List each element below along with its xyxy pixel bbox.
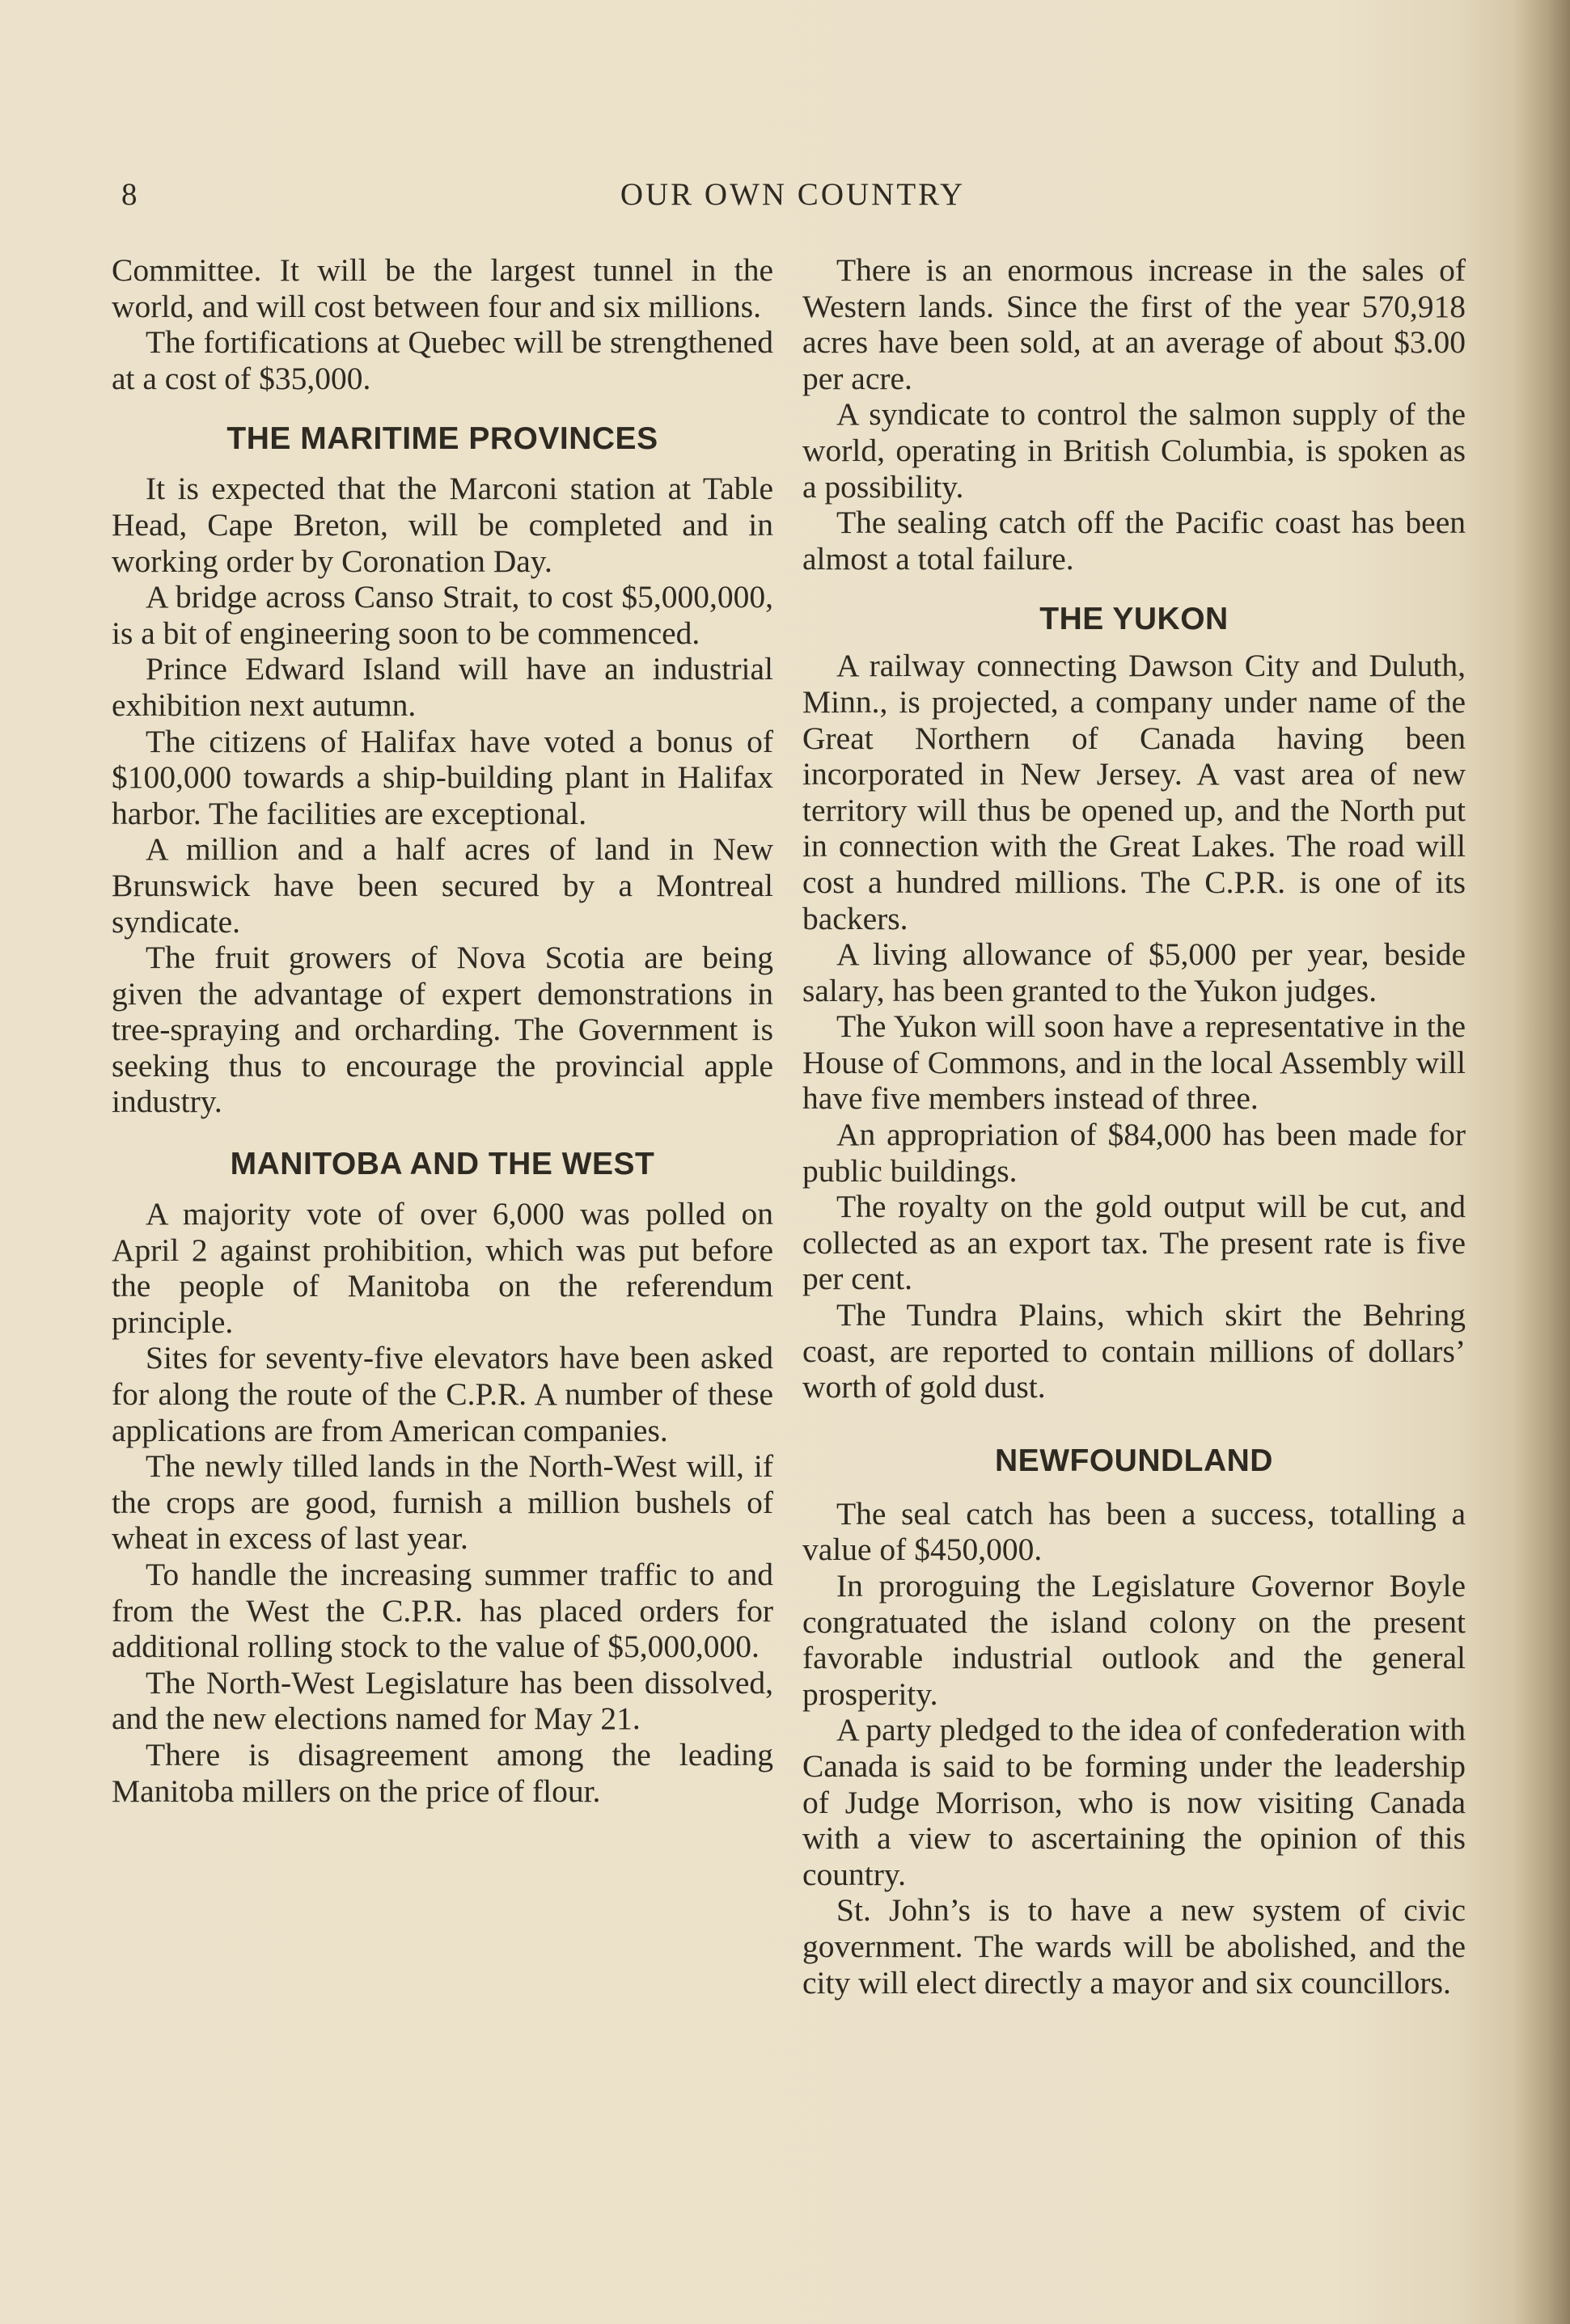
paragraph: There is an enormous increase in the sales of Western lands. Since the first of the year 570,918 acres have been sold, at an average of about $3.00 per acre. <box>802 252 1466 396</box>
paragraph: The North-West Legislature has been dissolved, and the new elections named for May 21. <box>112 1664 773 1737</box>
paragraph: A syndicate to control the salmon supply of the world, operating in British Columbia, is spoken as a possibility. <box>802 396 1466 505</box>
paragraph: It is expected that the Marconi station at Table Head, Cape Breton, will be completed and in working order by Coronation Day. <box>112 471 773 579</box>
paragraph: The citizens of Halifax have voted a bonus of $100,000 towards a ship-building plant in Halifax harbor. The facilities are exceptional. <box>112 723 773 831</box>
paragraph: Sites for seventy-five elevators have been asked for along the route of the C.P.R. A number of these applications are from American companies. <box>112 1340 773 1448</box>
paragraph: A majority vote of over 6,000 was polled on April 2 against prohibition, which was put before the people of Manitoba on the referendum principle. <box>112 1196 773 1340</box>
paragraph: Prince Edward Island will have an industrial exhibition next autumn. <box>112 651 773 723</box>
paragraph: The seal catch has been a success, totalling a value of $450,000. <box>802 1495 1466 1568</box>
paragraph: The fruit growers of Nova Scotia are being given the advantage of expert demonstrations in tree-spraying and orcharding. The Government is seeking thus to encourage the provincial apple industry. <box>112 940 773 1120</box>
page-number: 8 <box>121 177 139 212</box>
section-heading-maritime-provinces: THE MARITIME PROVINCES <box>226 421 658 457</box>
paragraph: There is disagreement among the leading Manitoba millers on the price of flour. <box>112 1736 773 1809</box>
running-title: OUR OWN COUNTRY <box>620 177 966 212</box>
paragraph: A million and a half acres of land in New Brunswick have been secured by a Montreal syndicate. <box>112 831 773 940</box>
paragraph: The sealing catch off the Pacific coast has been almost a total failure. <box>802 505 1466 577</box>
paragraph: To handle the increasing summer traffic to and from the West the C.P.R. has placed orders for additional rolling stock to the value of $5,000,000. <box>112 1557 773 1665</box>
paragraph: The fortifications at Quebec will be strengthened at a cost of $35,000. <box>112 324 773 396</box>
page-spine-shadow <box>1513 0 1570 2324</box>
paragraph: A bridge across Canso Strait, to cost $5,000,000, is a bit of engineering soon to be commenced. <box>112 579 773 651</box>
section-heading-manitoba-and-the-west: MANITOBA AND THE WEST <box>230 1147 655 1182</box>
paragraph: A railway connecting Dawson City and Duluth, Minn., is projected, a company under name of the Great Northern of Canada having been incorporated in New Jersey. A vast area of new territory will thus be opened up, and the North put in connection with the Great Lakes. The road will cost a hundred millions. The C.P.R. is one of its backers. <box>802 648 1466 936</box>
paragraph: The royalty on the gold output will be cut, and collected as an export tax. The present rate is five per cent. <box>802 1189 1466 1297</box>
section-heading-the-yukon: THE YUKON <box>1039 602 1229 637</box>
section-heading-newfoundland: NEWFOUNDLAND <box>995 1443 1273 1478</box>
paragraph: A living allowance of $5,000 per year, beside salary, has been granted to the Yukon judges. <box>802 936 1466 1008</box>
paragraph: An appropriation of $84,000 has been made for public buildings. <box>802 1117 1466 1189</box>
right-column <box>802 252 1466 2001</box>
left-column <box>112 252 773 1809</box>
paragraph: The newly tilled lands in the North-West will, if the crops are good, furnish a million bushels of wheat in excess of last year. <box>112 1448 773 1557</box>
paragraph: In proroguing the Legislature Governor Boyle congratuated the island colony on the present favorable industrial outlook and the general prosperity. <box>802 1568 1466 1712</box>
paragraph: The Tundra Plains, which skirt the Behring coast, are reported to contain millions of dollars’ worth of gold dust. <box>802 1297 1466 1405</box>
continued-paragraph: Committee. It will be the largest tunnel in the world, and will cost between four and six millions. <box>112 252 773 324</box>
paragraph: A party pledged to the idea of confederation with Canada is said to be forming under the leadership of Judge Morrison, who is now visiting Canada with a view to ascertaining the opinion of this country. <box>802 1712 1466 1892</box>
paragraph: St. John’s is to have a new system of civic government. The wards will be abolished, and the city will elect directly a mayor and six councillors. <box>802 1892 1466 2001</box>
running-head <box>121 176 1464 217</box>
paragraph: The Yukon will soon have a representative in the House of Commons, and in the local Assembly will have five members instead of three. <box>802 1008 1466 1117</box>
